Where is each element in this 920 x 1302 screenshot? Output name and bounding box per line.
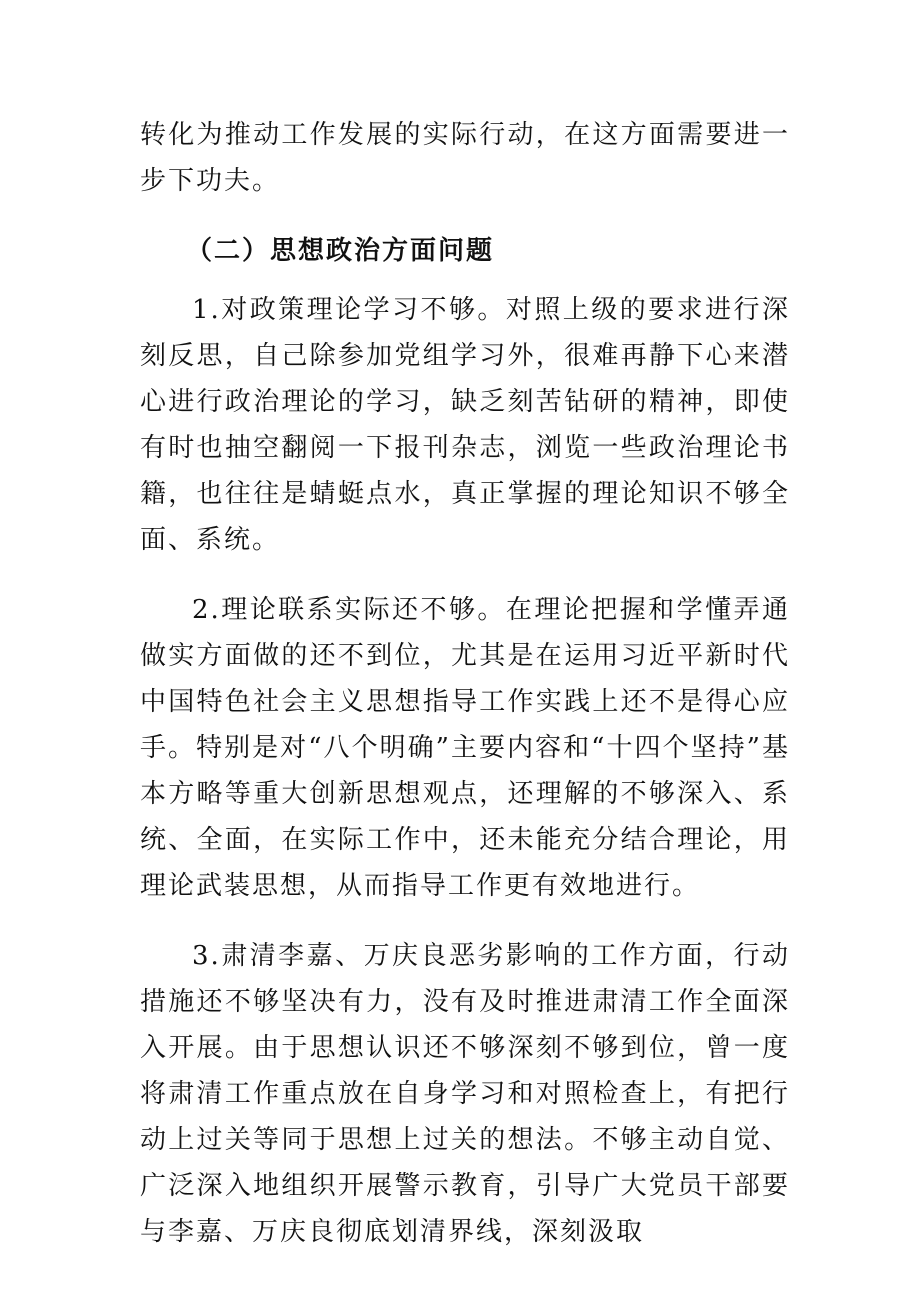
paragraph-3: 3.肃清李嘉、万庆良恶劣影响的工作方面，行动措施还不够坚决有力，没有及时推进肃清工作全面深入开展。由于思想认识还不够深刻不够到位，曾一度将肃清工作重点放在自身学习和对照检查上，有把行动上过关等同于思想上过关的想法。不够主动自觉、广泛深入地组织开展警示教育，引导广大党员干部要与李嘉、万庆良彻底划清界线，深刻汲取 xyxy=(140,941,790,1247)
continuation-paragraph: 转化为推动工作发展的实际行动，在这方面需要进一步下功夫。 xyxy=(140,120,790,196)
paragraph-2: 2.理论联系实际还不够。在理论把握和学懂弄通做实方面做的还不到位，尤其是在运用习近平新时代中国特色社会主义思想指导工作实践上还不是得心应手。特别是对“八个明确”主要内容和“十四个坚持”基本方略等重大创新思想观点，还理解的不够深入、系统、全面，在实际工作中，还未能充分结合理论，用理论武装思想，从而指导工作更有效地进行。 xyxy=(140,595,790,901)
section-heading: （二）思想政治方面问题 xyxy=(186,236,495,266)
document-body xyxy=(140,112,790,1255)
paragraph-1: 1.对政策理论学习不够。对照上级的要求进行深刻反思，自己除参加党组学习外，很难再静下心来潜心进行政治理论的学习，缺乏刻苦钻研的精神，即使有时也抽空翻阅一下报刊杂志，浏览一些政治理论书籍，也往往是蜻蜓点水，真正掌握的理论知识不够全面、系统。 xyxy=(140,295,790,555)
